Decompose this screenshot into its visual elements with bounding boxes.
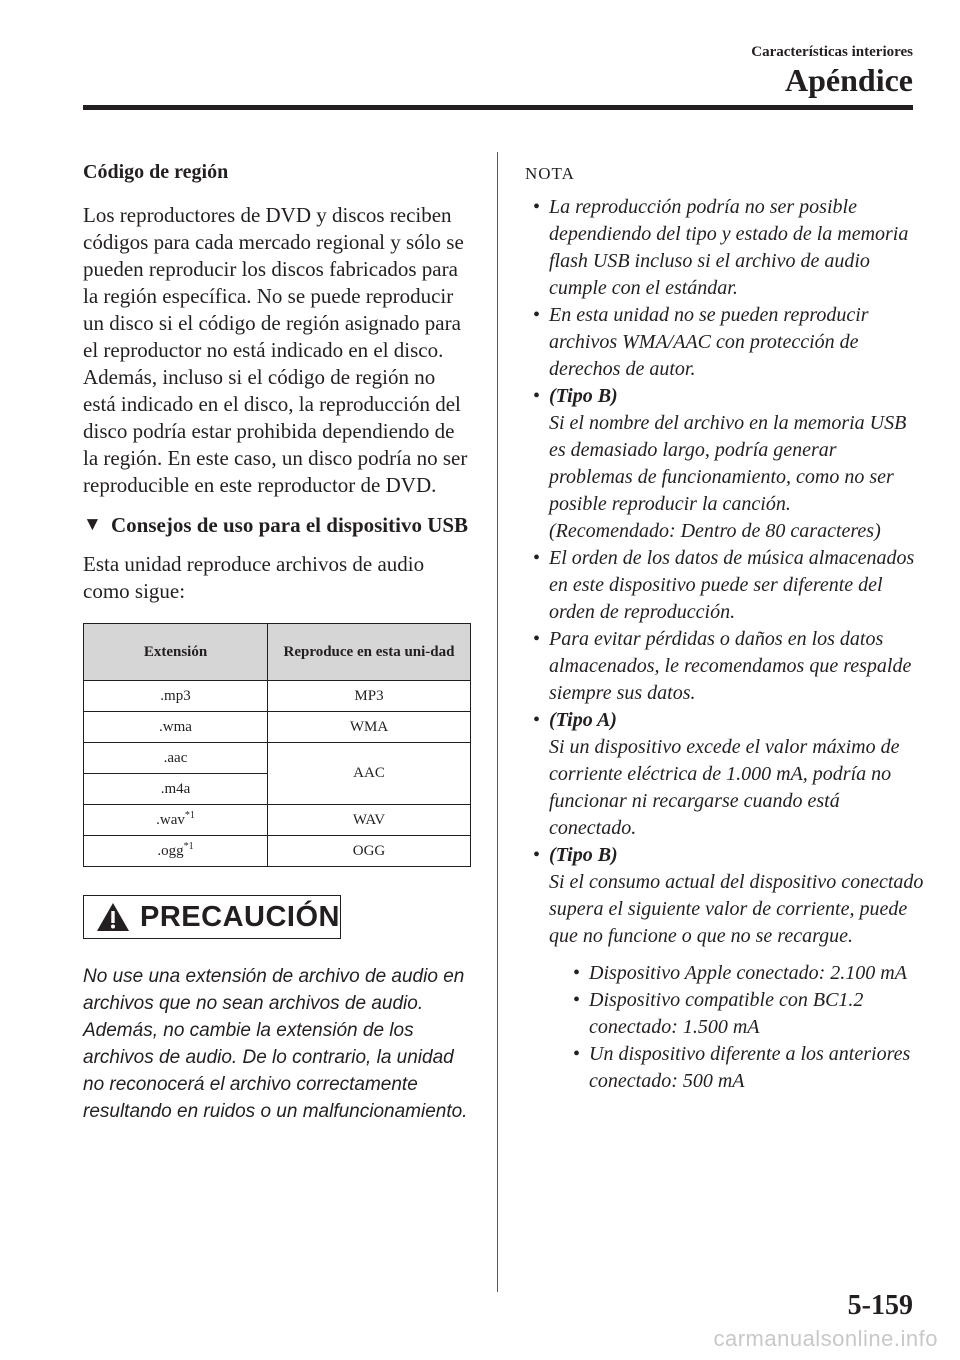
caution-text: No use una extensión de archivo de audio en archivos que no sean archivos de audio. Además, no cambie la extensión de los archivos de audio. De lo contrario, la unidad no reconocerá el archivo correctamente resultando en ruidos o un malfuncionamiento. bbox=[83, 966, 468, 1122]
note-text: Si el consumo actual del dispositivo conectado supera el siguiente valor de corriente, puede que no funcione o que no se recargue. bbox=[549, 871, 924, 947]
note-title: (Tipo B) bbox=[549, 844, 618, 866]
bullet-icon: • bbox=[573, 1043, 581, 1065]
caution-box bbox=[83, 895, 341, 939]
table-cell-format: WMA bbox=[268, 712, 471, 743]
table-cell-ext: .mp3 bbox=[84, 681, 268, 712]
extension-table bbox=[83, 623, 471, 867]
nota-label: NOTA bbox=[525, 164, 575, 183]
table-header-extension: Extensión bbox=[84, 624, 268, 681]
sub-note-text: Un dispositivo diferente a los anteriores conectado: 500 mA bbox=[589, 1043, 911, 1092]
table-row bbox=[84, 743, 471, 774]
list-item bbox=[525, 707, 925, 842]
list-item bbox=[549, 960, 925, 987]
table-row bbox=[84, 836, 471, 867]
bullet-icon: • bbox=[533, 304, 541, 326]
list-item bbox=[525, 626, 925, 707]
bullet-icon: • bbox=[533, 709, 541, 731]
table-cell-format: MP3 bbox=[268, 681, 471, 712]
list-item bbox=[525, 383, 925, 545]
sub-note-text: Dispositivo compatible con BC1.2 conectado: 1.500 mA bbox=[589, 989, 864, 1038]
table-cell-ext bbox=[84, 836, 268, 867]
bullet-icon: • bbox=[533, 844, 541, 866]
region-heading: Código de región bbox=[83, 161, 229, 183]
watermark: carmanualsonline.info bbox=[713, 1326, 938, 1351]
table-header-row bbox=[84, 624, 471, 681]
list-item bbox=[525, 545, 925, 626]
bullet-icon: • bbox=[573, 989, 581, 1011]
bullet-icon: • bbox=[533, 628, 541, 650]
right-column bbox=[525, 158, 925, 1095]
note-title: (Tipo A) bbox=[549, 709, 617, 731]
sub-note-text: Dispositivo Apple conectado: 2.100 mA bbox=[589, 962, 907, 984]
header-title: Apéndice bbox=[785, 62, 913, 98]
triangle-down-icon: ▼ bbox=[83, 514, 102, 535]
table-header-format: Reproduce en esta uni-dad bbox=[268, 624, 471, 681]
usb-intro: Esta unidad reproduce archivos de audio como sigue: bbox=[83, 552, 425, 603]
bullet-icon: • bbox=[573, 962, 581, 984]
header-rule bbox=[83, 105, 913, 110]
usb-section-heading bbox=[83, 511, 473, 539]
note-list bbox=[525, 194, 925, 1095]
column-divider bbox=[497, 152, 498, 1292]
usb-heading-text: Consejos de uso para el dispositivo USB bbox=[111, 513, 469, 537]
list-item bbox=[549, 987, 925, 1041]
table-cell-ext: .aac bbox=[84, 743, 268, 774]
bullet-icon: • bbox=[533, 547, 541, 569]
table-row bbox=[84, 805, 471, 836]
note-text: Si un dispositivo excede el valor máximo de corriente eléctrica de 1.000 mA, podría no funcionar ni recargarse cuando está conectado. bbox=[549, 736, 900, 839]
table-row bbox=[84, 712, 471, 743]
caution-label: PRECAUCIÓN bbox=[140, 900, 340, 933]
bullet-icon: • bbox=[533, 385, 541, 407]
note-title: (Tipo B) bbox=[549, 385, 618, 407]
table-cell-ext: .wma bbox=[84, 712, 268, 743]
footnote-marker: *1 bbox=[184, 809, 195, 821]
note-text: El orden de los datos de música almacenados en este dispositivo puede ser diferente del orden de reproducción. bbox=[549, 547, 915, 623]
note-text: Si el nombre del archivo en la memoria USB es demasiado largo, podría generar problemas de funcionamiento, como no ser posible reproducir la canción. bbox=[549, 412, 907, 515]
bullet-icon: • bbox=[533, 196, 541, 218]
table-cell-format: OGG bbox=[268, 836, 471, 867]
header-section-label: Características interiores bbox=[751, 44, 913, 60]
note-text: En esta unidad no se pueden reproducir archivos WMA/AAC con protección de derechos de autor. bbox=[549, 304, 869, 380]
table-cell-format: WAV bbox=[268, 805, 471, 836]
list-item bbox=[549, 1041, 925, 1095]
table-cell-ext bbox=[84, 805, 268, 836]
note-text: La reproducción podría no ser posible dependiendo del tipo y estado de la memoria flash USB incluso si el archivo de audio cumple con el estándar. bbox=[549, 196, 909, 299]
list-item bbox=[525, 842, 925, 1095]
page-number: 5-159 bbox=[847, 1290, 913, 1321]
note-extra: (Recomendado: Dentro de 80 caracteres) bbox=[549, 520, 881, 542]
list-item bbox=[525, 302, 925, 383]
list-item bbox=[525, 194, 925, 302]
table-cell-format: AAC bbox=[268, 743, 471, 805]
table-cell-ext: .m4a bbox=[84, 774, 268, 805]
footnote-marker: *1 bbox=[183, 840, 194, 852]
warning-triangle-icon bbox=[96, 902, 130, 932]
sub-note-list bbox=[549, 960, 925, 1095]
table-row bbox=[84, 681, 471, 712]
ext-text: .ogg bbox=[157, 842, 184, 859]
region-text: Los reproductores de DVD y discos reciben códigos para cada mercado regional y sólo se pueden reproducir los discos fabricados para la región específica. No se puede reproducir un disco si el código de región asignado para el reproductor no está indicado en el disco. Además, incluso si el código de región no está indicado en el disco, la reproducción del disco podría estar prohibida dependiendo de la región. En este caso, un disco podría no ser reproducible en este reproductor de DVD. bbox=[83, 203, 468, 497]
note-text: Para evitar pérdidas o daños en los datos almacenados, le recomendamos que respalde siempre sus datos. bbox=[549, 628, 912, 704]
ext-text: .wav bbox=[156, 811, 185, 828]
left-column bbox=[83, 158, 473, 1125]
